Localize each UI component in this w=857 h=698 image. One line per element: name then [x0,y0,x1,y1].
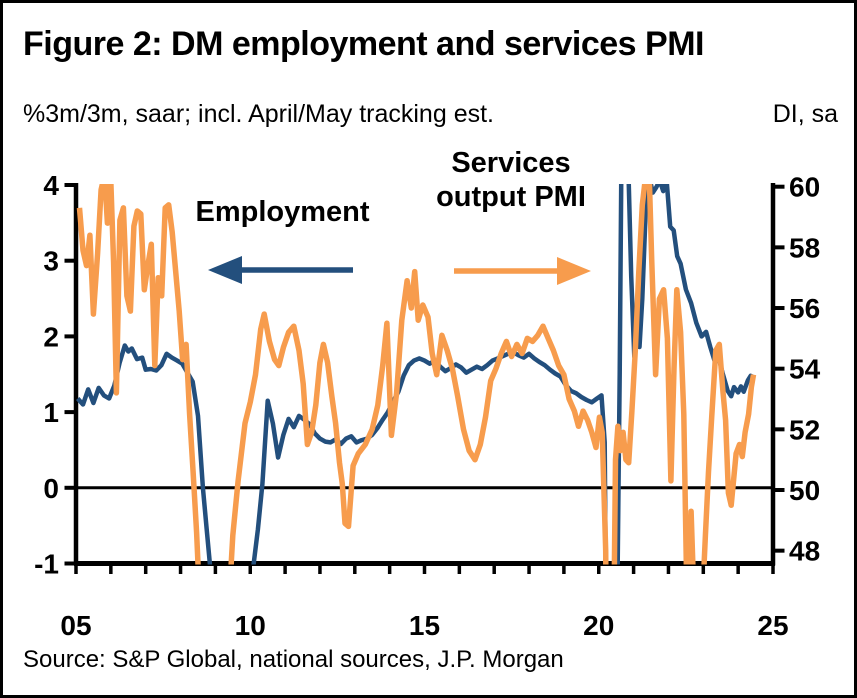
left-axis-units-label: %3m/3m, saar; incl. April/May tracking est. [23,100,494,128]
employment-series-label: Employment [195,196,370,228]
right-axis-tick-label: 60 [789,171,821,203]
left-axis-tick-label: 2 [43,321,59,353]
services-series-label: Services output PMI [436,147,586,213]
right-axis-units-label: DI, sa [772,100,838,128]
right-axis-tick-label: 56 [789,293,821,325]
chart-canvas [3,3,857,698]
right-axis-tick-label: 52 [789,414,821,446]
right-axis-tick-label: 48 [789,535,821,567]
right-axis-tick-label: 58 [789,232,821,264]
left-axis-tick-label: -1 [34,548,59,580]
x-axis-tick-label: 20 [583,610,615,641]
source-note: Source: S&P Global, national sources, J.P. Morgan [23,646,564,673]
left-axis-tick-label: 1 [43,397,59,429]
right-axis-tick-label: 54 [789,353,821,385]
right-axis-tick-label: 50 [789,475,821,506]
x-axis-tick-label: 05 [60,610,92,641]
x-axis-tick-label: 15 [408,610,441,641]
figure-title: Figure 2: DM employment and services PMI [23,25,704,63]
services-right-arrow-icon [557,257,591,285]
employment-left-arrow-icon [208,256,242,284]
x-axis-tick-label: 25 [757,610,789,641]
left-axis-tick-label: 0 [43,472,59,504]
x-axis-tick-label: 10 [234,610,266,641]
left-axis-tick-label: 3 [43,245,59,277]
left-axis-tick-label: 4 [43,170,59,201]
